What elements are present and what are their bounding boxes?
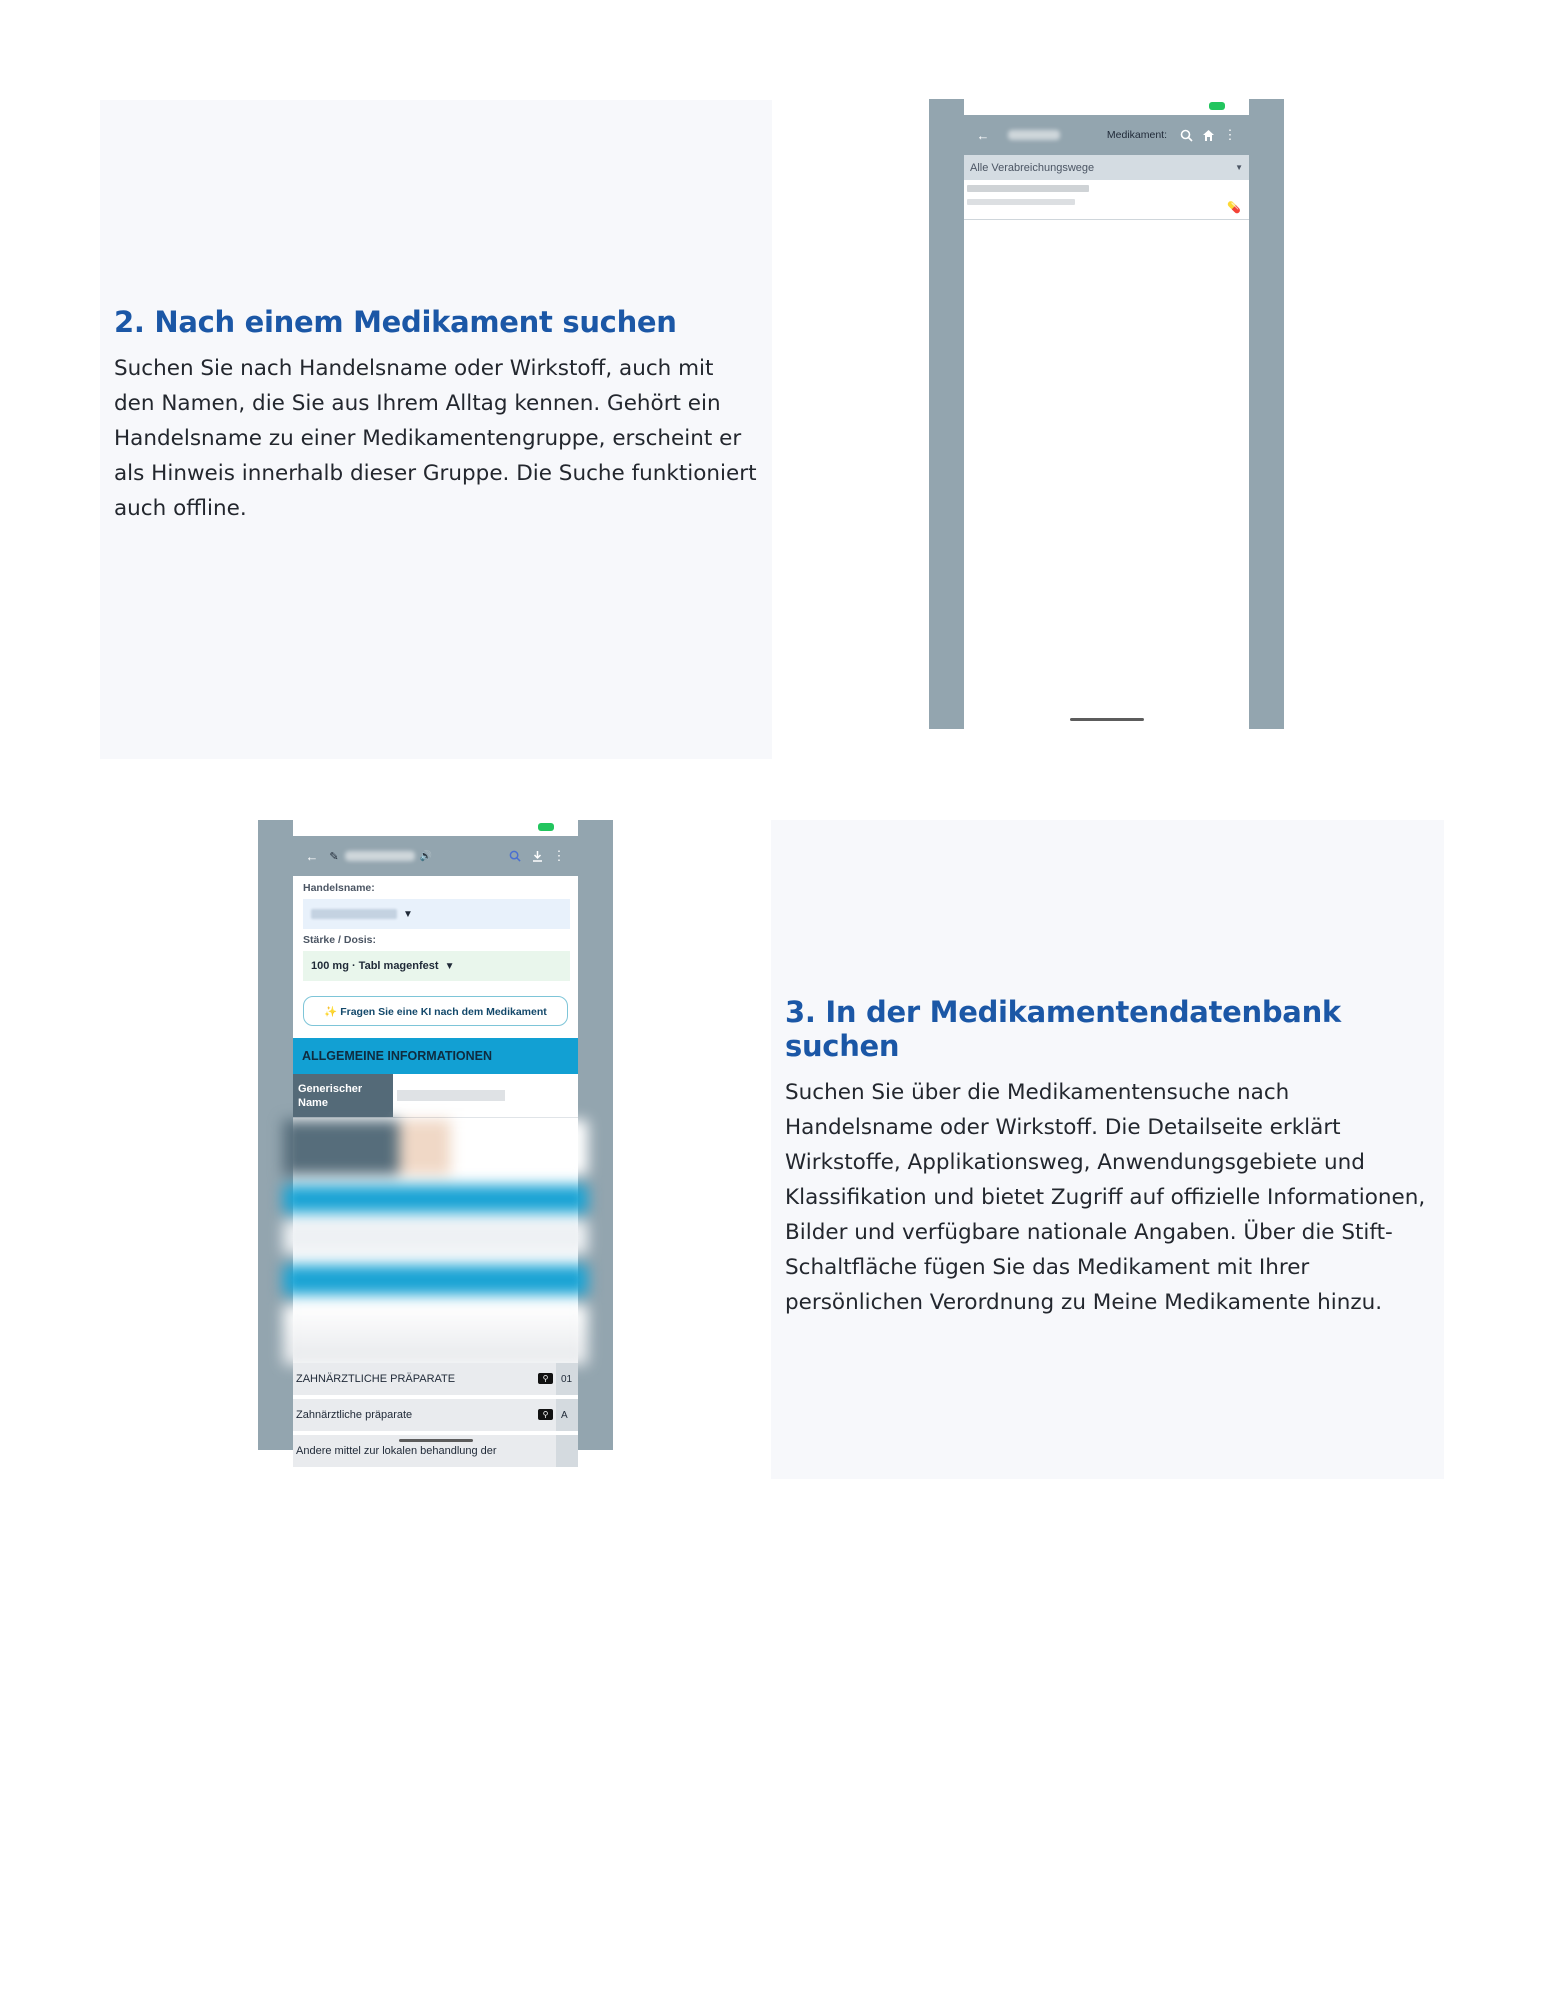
medikament-label: Medikament: (1106, 129, 1167, 141)
dropdown-arrow-icon: ▼ (1235, 163, 1243, 172)
back-arrow-icon[interactable]: ← (976, 127, 990, 143)
dose-select[interactable] (303, 951, 570, 981)
atc-code (556, 1435, 578, 1467)
trade-name-label: Handelsname: (303, 882, 375, 894)
administration-route-select[interactable] (964, 155, 1249, 180)
app-bar (964, 115, 1249, 155)
phone-screenshot-detail (258, 820, 613, 1457)
phone-screenshot-search (929, 99, 1284, 729)
search-icon[interactable] (1175, 124, 1197, 146)
section-2-body: Suchen Sie nach Handelsname oder Wirkstoff, auch mit den Namen, die Sie aus Ihrem Alltag kennen. Gehört ein Handelsname zu einer Medikamentengruppe, erscheint er als Hinweis innerhalb dieser Gruppe. Die Suche funktioniert auch offline. (114, 356, 757, 521)
blurred-search-query (1008, 130, 1060, 140)
blurred-trade-name (311, 909, 397, 919)
search-icon[interactable]: ⚲ (538, 1409, 553, 1420)
more-vert-icon[interactable]: ⋮ (552, 848, 566, 863)
app-bar (293, 836, 578, 876)
section-2-text (114, 305, 758, 526)
download-icon[interactable] (526, 845, 548, 867)
atc-code: 01 (556, 1363, 578, 1395)
generic-name-label: Generischer Name (293, 1074, 393, 1117)
search-result-row[interactable] (964, 181, 1249, 220)
atc-row[interactable] (293, 1363, 578, 1397)
home-indicator (399, 1439, 473, 1442)
atc-row[interactable] (293, 1399, 578, 1433)
search-icon[interactable] (504, 845, 526, 867)
phone-screen (293, 820, 578, 1457)
blurred-drug-name (345, 851, 415, 861)
dropdown-arrow-icon: ▼ (403, 908, 413, 920)
atc-label: Zahnärztliche präparate (296, 1409, 413, 1421)
home-indicator (1070, 718, 1144, 721)
section-2-title: 2. Nach einem Medikament suchen (114, 305, 677, 339)
battery-icon (1209, 102, 1225, 110)
battery-icon (538, 823, 554, 831)
blurred-details (283, 1120, 588, 1365)
section-3-text (785, 995, 1430, 1320)
pill-icon: 💊 (1227, 202, 1241, 214)
dropdown-arrow-icon: ▼ (444, 960, 455, 972)
atc-label: Andere mittel zur lokalen behandlung der (296, 1445, 497, 1457)
more-vert-icon[interactable]: ⋮ (1223, 127, 1237, 142)
dose-value: 100 mg · Tabl magenfest (311, 960, 439, 972)
route-select-value: Alle Verabreichungswege (970, 161, 1095, 174)
speaker-icon[interactable]: 🔊 (419, 850, 433, 862)
dose-label: Stärke / Dosis: (303, 934, 376, 946)
atc-code: A (556, 1399, 578, 1431)
trade-name-select[interactable] (303, 899, 570, 929)
atc-label: ZAHNÄRZTLICHE PRÄPARATE (296, 1373, 456, 1385)
status-bar (964, 99, 1249, 115)
general-info-header: ALLGEMEINE INFORMATIONEN (293, 1038, 578, 1074)
phone-screen (964, 99, 1249, 729)
search-icon[interactable]: ⚲ (538, 1373, 553, 1384)
redacted-generic-name (397, 1090, 505, 1101)
redacted-result-subtitle (967, 199, 1075, 205)
redacted-result-title (967, 185, 1089, 192)
status-bar (293, 820, 578, 836)
ask-ai-button[interactable]: ✨ Fragen Sie eine KI nach dem Medikament (303, 996, 568, 1026)
back-arrow-icon[interactable]: ← (305, 848, 319, 864)
generic-name-row (293, 1074, 578, 1118)
section-3-body: Suchen Sie über die Medikamentensuche nach Handelsname oder Wirkstoff. Die Detailseite erklärt Wirkstoffe, Applikationsweg, Anwendungsgebiete und Klassifikation und bietet Zugriff auf offizielle Informationen, Bilder und verfügbare nationale Angaben. Über die Stift-Schaltfläche fügen Sie das Medikament mit Ihrer persönlichen Verordnung zu Meine Medikamente hinzu. (785, 1080, 1426, 1315)
section-3-title: 3. In der Medikamentendatenbank suchen (785, 995, 1341, 1063)
pencil-icon[interactable]: ✎ (329, 850, 339, 863)
section-2-panel (100, 100, 772, 759)
section-3-panel (771, 820, 1444, 1479)
home-icon[interactable] (1197, 124, 1219, 146)
